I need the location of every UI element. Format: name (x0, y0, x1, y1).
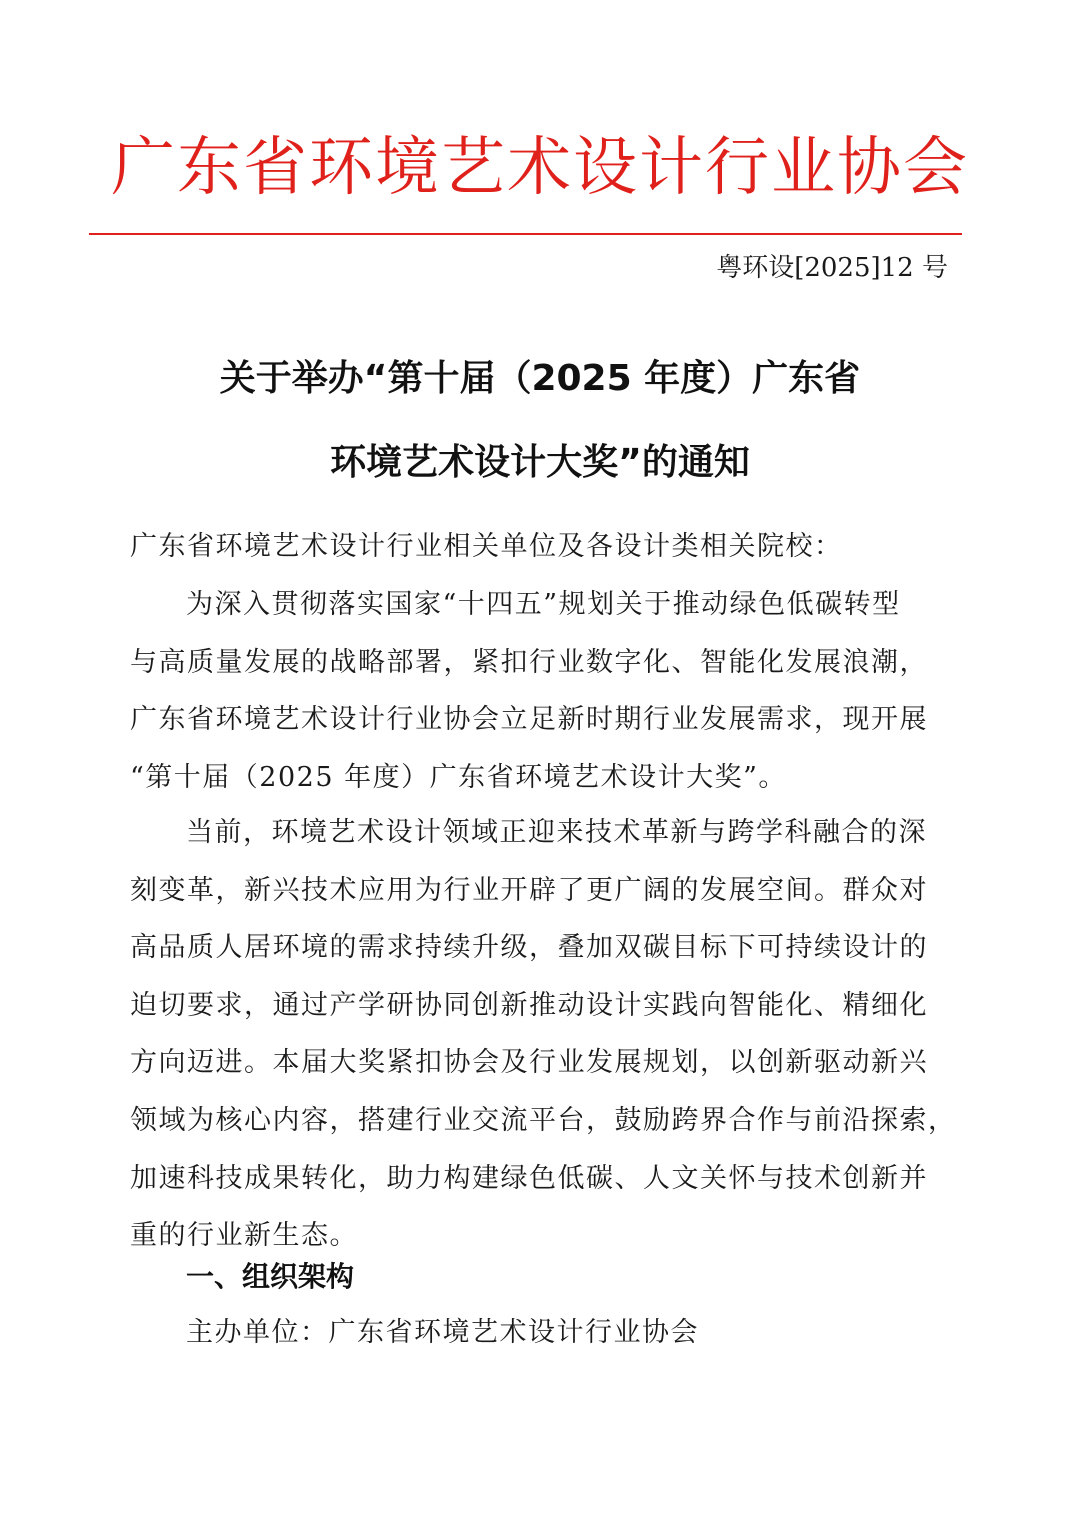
paragraph-line: 加速科技成果转化，助力构建绿色低碳、人文关怀与技术创新并 (130, 1162, 928, 1194)
paragraph-line: 刻变革，新兴技术应用为行业开辟了更广阔的发展空间。群众对 (130, 874, 928, 906)
paragraph-line: 高品质人居环境的需求持续升级，叠加双碳目标下可持续设计的 (130, 932, 928, 964)
paragraph-line: 方向迈进。本届大奖紧扣协会及行业发展规划，以创新驱动新兴 (130, 1047, 928, 1079)
paragraph-1 (130, 576, 950, 806)
paragraph-line: 广东省环境艺术设计行业协会立足新时期行业发展需求，现开展 (130, 704, 928, 736)
section-heading-organization: 一、组织架构 (186, 1260, 355, 1293)
paragraph-line: 领域为核心内容，搭建行业交流平台，鼓励跨界合作与前沿探索， (130, 1104, 957, 1136)
organizer-line: 主办单位：广东省环境艺术设计行业协会 (186, 1317, 699, 1348)
paragraph-line: 当前，环境艺术设计领域正迎来技术革新与跨学科融合的深 (186, 817, 927, 848)
paragraph-line: 迫切要求，通过产学研协同创新推动设计实践向智能化、精细化 (130, 989, 928, 1021)
paragraph-line: 重的行业新生态。 (130, 1220, 358, 1252)
notice-title-line-1: 关于举办“第十届（2025 年度）广东省 (219, 358, 861, 399)
organization-letterhead: 广东省环境艺术设计行业协会 (111, 131, 969, 205)
notice-title-line-2: 环境艺术设计大奖”的通知 (330, 442, 750, 483)
letterhead-divider (89, 233, 962, 235)
document-number: 粤环设[2025]12 号 (716, 253, 948, 283)
salutation: 广东省环境艺术设计行业相关单位及各设计类相关院校： (130, 531, 843, 562)
paragraph-2 (130, 804, 957, 1265)
paragraph-line: 为深入贯彻落实国家“十四五”规划关于推动绿色低碳转型 (186, 589, 901, 620)
paragraph-line: 与高质量发展的战略部署，紧扣行业数字化、智能化发展浪潮， (130, 646, 928, 678)
paragraph-line: “第十届（2025 年度）广东省环境艺术设计大奖”。 (130, 761, 787, 793)
